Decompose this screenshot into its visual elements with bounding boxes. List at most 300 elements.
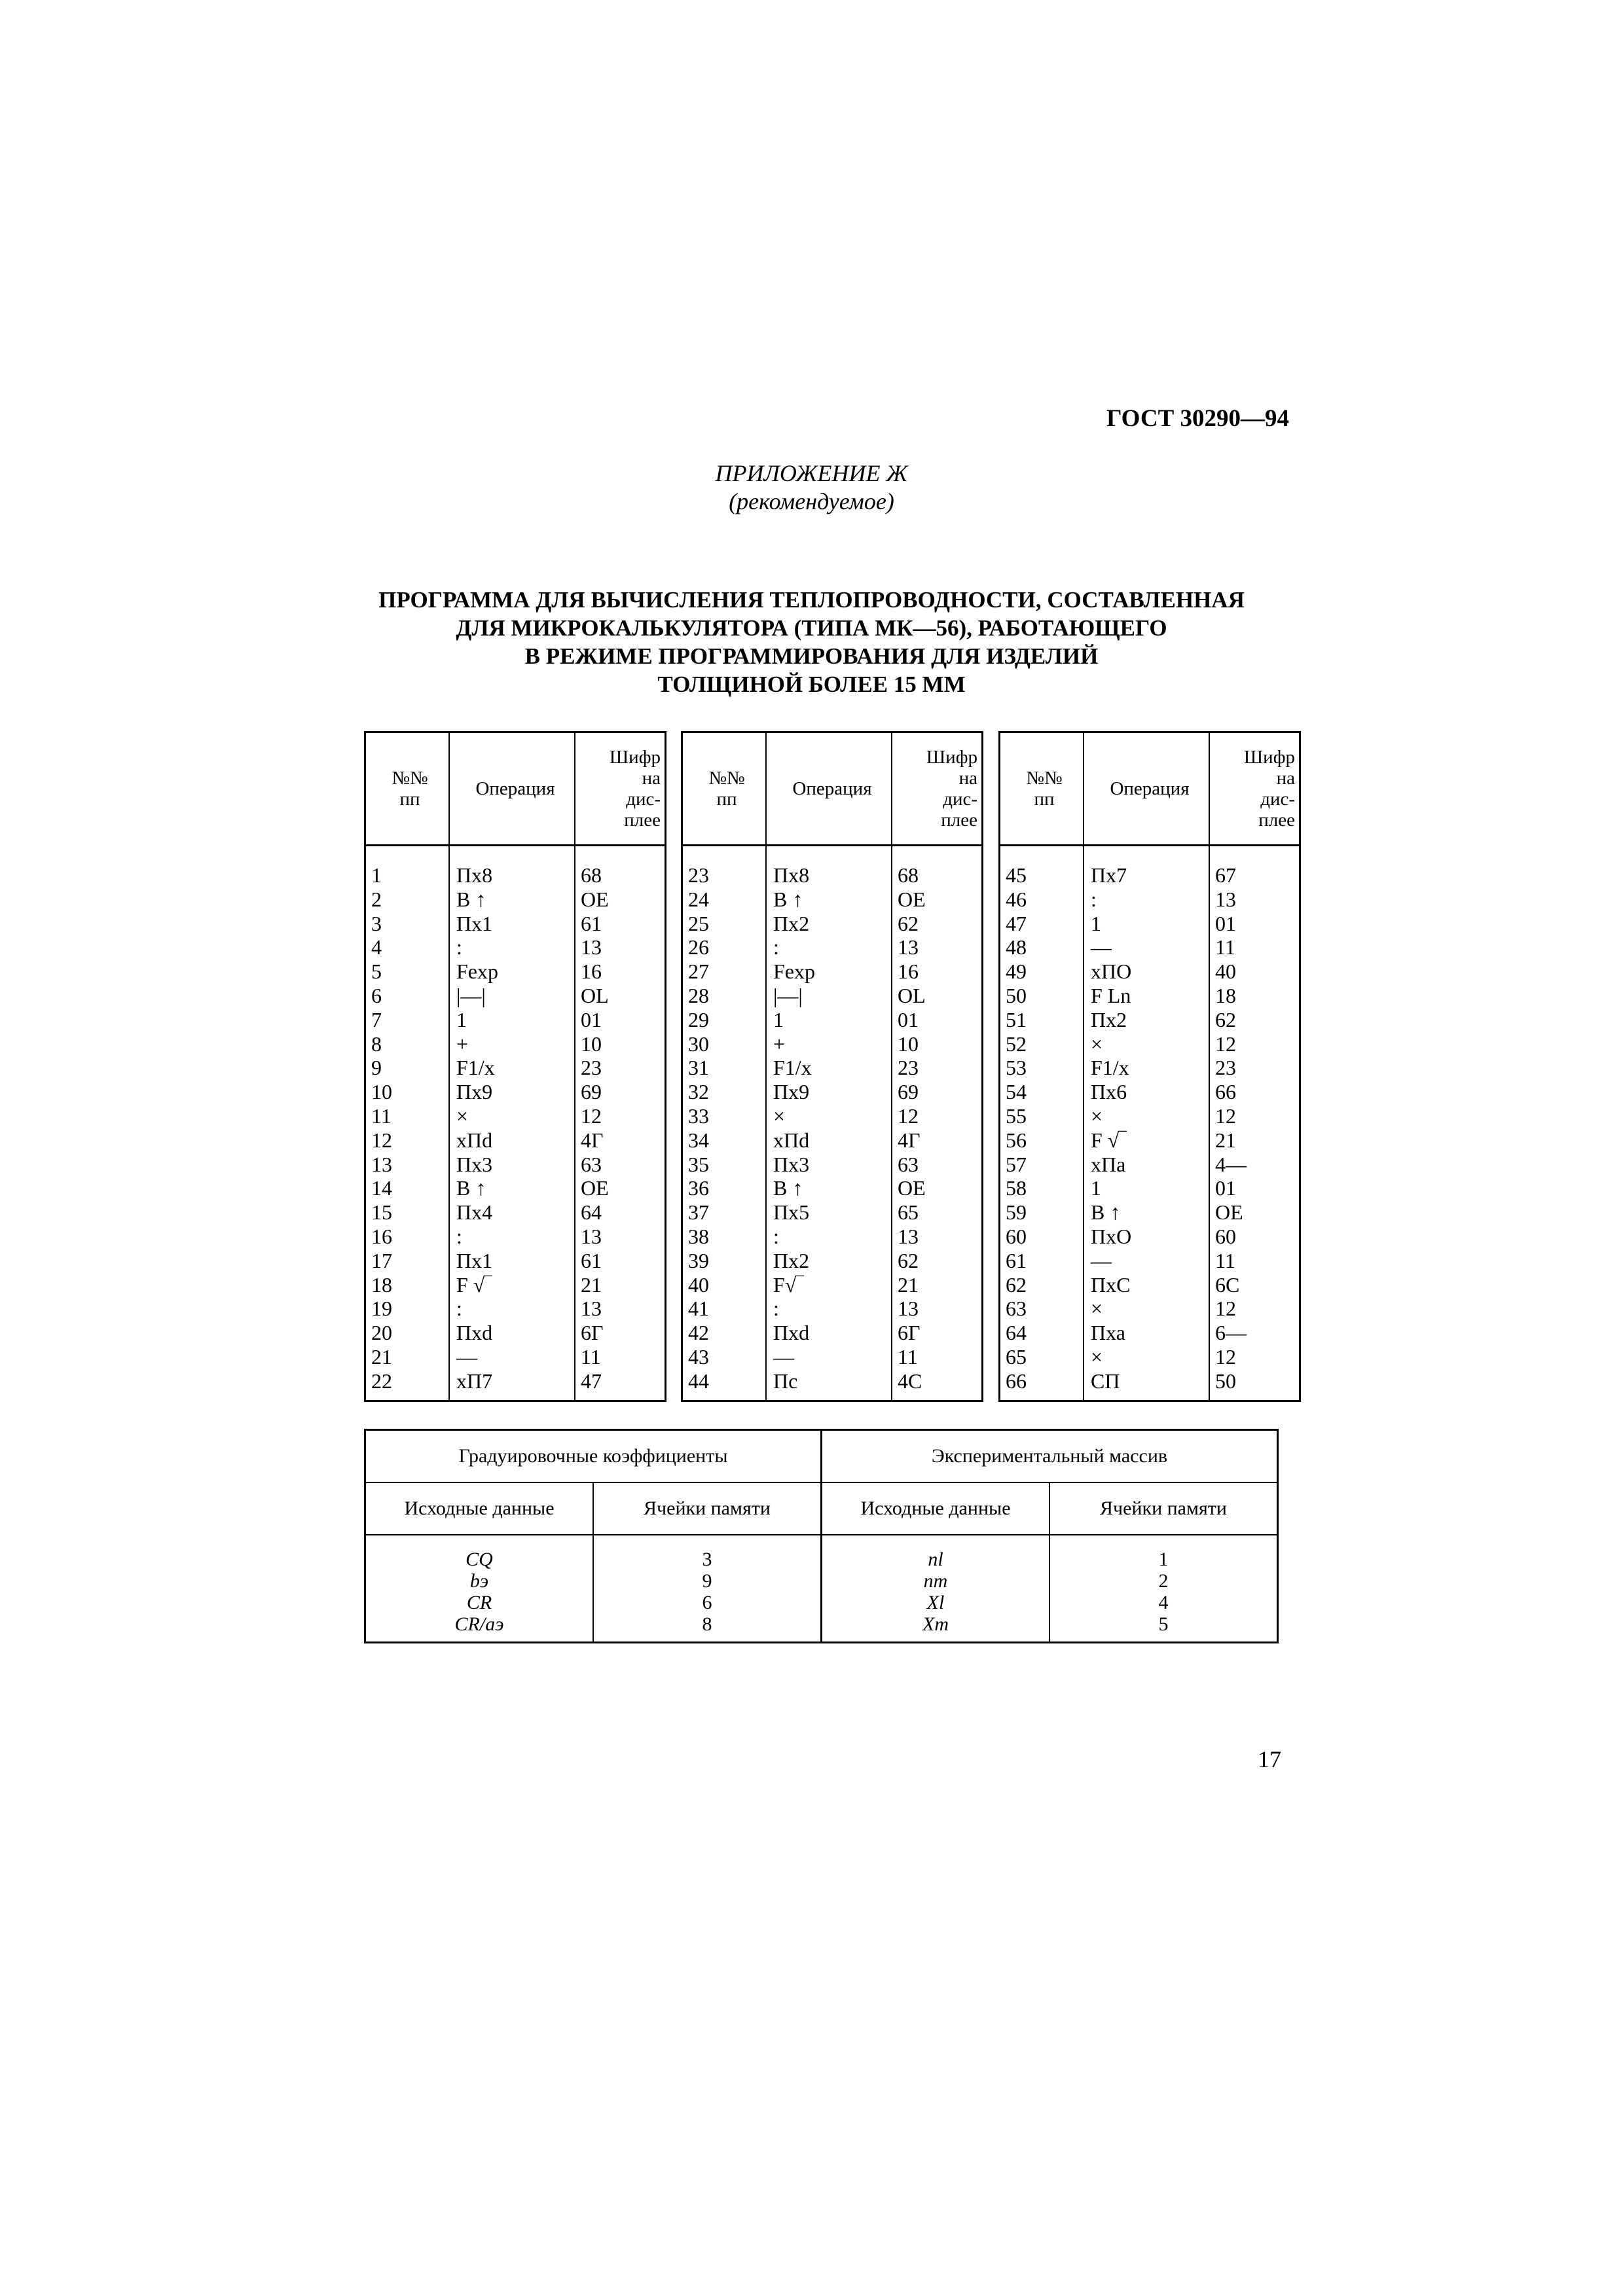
step-number: 50: [1000, 984, 1084, 1008]
display-code: 68: [898, 863, 919, 887]
appendix-subtitle: (рекомендуемое): [729, 488, 894, 514]
sub-header-memory-cells: Ячейки памяти: [593, 1482, 822, 1535]
operation: :: [449, 1297, 575, 1321]
step-number: 7: [365, 1008, 450, 1032]
table-row: [1000, 960, 1300, 984]
table-row: [1000, 1345, 1300, 1369]
table-row: [365, 1056, 666, 1080]
operation: Fexp: [449, 960, 575, 984]
step-number: 66: [1000, 1369, 1084, 1401]
table-row: [365, 888, 666, 912]
step-number: 31: [682, 1056, 767, 1080]
table-row: [1000, 1080, 1300, 1104]
step-number: 10: [365, 1080, 450, 1104]
group-header-experimental: Экспериментальный массив: [822, 1430, 1278, 1483]
operation: Пх8: [449, 846, 575, 888]
step-number: 26: [682, 935, 767, 960]
header-line: дис-: [1260, 789, 1295, 810]
table-row: [682, 984, 983, 1008]
table-row: [365, 1032, 666, 1056]
title-line: ДЛЯ МИКРОКАЛЬКУЛЯТОРА (ТИПА МК—56), РАБОТАЮЩЕГО: [456, 615, 1167, 641]
display-code: 13: [898, 935, 919, 960]
header-line: плее: [941, 810, 977, 831]
display-code: 23: [1215, 1056, 1236, 1080]
table-row: [682, 888, 983, 912]
operation: F √‾: [1084, 1128, 1209, 1153]
calibration-source: CR: [466, 1592, 492, 1613]
sub-header-source-data: Исходные данные: [365, 1482, 594, 1535]
display-code: 62: [898, 1248, 919, 1272]
column-header-number: [682, 732, 767, 846]
table-row: [365, 1225, 666, 1249]
header-line: плее: [1258, 810, 1295, 831]
operation: :: [449, 1225, 575, 1249]
operation: :: [766, 935, 892, 960]
display-code: 23: [581, 1056, 602, 1080]
table-row: [365, 846, 666, 888]
display-code: 4—: [1215, 1152, 1247, 1176]
display-code: 10: [898, 1031, 919, 1056]
operation: Пх4: [449, 1200, 575, 1225]
operation: Fexp: [766, 960, 892, 984]
experimental-source: nm: [822, 1570, 1050, 1592]
step-number: 49: [1000, 960, 1084, 984]
operation: хПО: [1084, 960, 1209, 984]
step-number: 63: [1000, 1297, 1084, 1321]
table-row: [1000, 1249, 1300, 1273]
step-number: 5: [365, 960, 450, 984]
step-number: 18: [365, 1273, 450, 1297]
step-number: 52: [1000, 1032, 1084, 1056]
operation: 1: [766, 1008, 892, 1032]
column-header-code: [575, 732, 666, 846]
step-number: 44: [682, 1369, 767, 1401]
display-code: ОЕ: [898, 887, 926, 911]
display-code: ОЕ: [581, 887, 609, 911]
program-table-3: [998, 731, 1301, 1402]
column-header-operation: Операция: [766, 732, 892, 846]
step-number: 20: [365, 1321, 450, 1345]
table-row: [365, 1200, 666, 1225]
display-code: 4Г: [898, 1128, 921, 1152]
table-row: [1000, 1321, 1300, 1345]
display-code: 23: [898, 1056, 919, 1080]
table-row: [1000, 912, 1300, 936]
display-code: 6Г: [898, 1321, 921, 1345]
display-code: ОЕ: [1215, 1200, 1243, 1225]
step-number: 11: [365, 1104, 450, 1128]
table-row: [365, 1104, 666, 1128]
header-line: на: [642, 768, 661, 789]
operation: Пхd: [449, 1321, 575, 1345]
table-row: [1000, 1128, 1300, 1153]
display-code: 11: [1215, 1248, 1235, 1272]
operation: хП7: [449, 1369, 575, 1401]
table-row: [365, 1613, 1278, 1643]
display-code: 11: [898, 1344, 918, 1369]
sub-header-memory-cells: Ячейки памяти: [1049, 1482, 1278, 1535]
display-code: 01: [1215, 1176, 1236, 1200]
table-row: [682, 1297, 983, 1321]
display-code: 10: [581, 1031, 602, 1056]
header-line: пп: [399, 789, 420, 810]
header-line: на: [1276, 768, 1295, 789]
display-code: 13: [581, 1224, 602, 1248]
table-row: [365, 1176, 666, 1200]
calibration-cell: 6: [593, 1592, 822, 1613]
document-code: ГОСТ 30290—94: [1106, 405, 1289, 432]
header-line: №№: [1026, 768, 1063, 789]
calibration-cell: 3: [593, 1535, 822, 1570]
table-row: [365, 1153, 666, 1177]
header-line: Шифр: [926, 747, 977, 768]
experimental-cell: 4: [1049, 1592, 1278, 1613]
step-number: 42: [682, 1321, 767, 1345]
operation: хПd: [449, 1128, 575, 1153]
table-row: [1000, 1008, 1300, 1032]
table-row: [682, 1128, 983, 1153]
step-number: 41: [682, 1297, 767, 1321]
display-code: 50: [1215, 1369, 1236, 1393]
display-code: OL: [898, 983, 926, 1007]
table-row: [682, 912, 983, 936]
calibration-cell: 9: [593, 1570, 822, 1592]
operation: Пс: [766, 1369, 892, 1401]
display-code: 21: [581, 1272, 602, 1297]
table-row: [365, 1321, 666, 1345]
document-title: [0, 586, 1623, 698]
table-row: [365, 960, 666, 984]
operation: F Ln: [1084, 984, 1209, 1008]
operation: F1/x: [766, 1056, 892, 1080]
step-number: 8: [365, 1032, 450, 1056]
header-line: Шифр: [609, 747, 661, 768]
table-row: [682, 1176, 983, 1200]
step-number: 15: [365, 1200, 450, 1225]
step-number: 12: [365, 1128, 450, 1153]
calibration-cell: 8: [593, 1613, 822, 1643]
sub-header-source-data: Исходные данные: [822, 1482, 1050, 1535]
column-header-code: [1209, 732, 1300, 846]
operation: 1: [1084, 912, 1209, 936]
step-number: 48: [1000, 935, 1084, 960]
group-header-calibration: Градуировочные коэффициенты: [365, 1430, 822, 1483]
step-number: 32: [682, 1080, 767, 1104]
step-number: 56: [1000, 1128, 1084, 1153]
step-number: 55: [1000, 1104, 1084, 1128]
display-code: 12: [1215, 1297, 1236, 1321]
display-code: 12: [581, 1103, 602, 1128]
header-line: пп: [1034, 789, 1055, 810]
step-number: 35: [682, 1153, 767, 1177]
column-header-operation: Операция: [449, 732, 575, 846]
step-number: 9: [365, 1056, 450, 1080]
display-code: 47: [581, 1369, 602, 1393]
title-line: ТОЛЩИНОЙ БОЛЕЕ 15 ММ: [657, 672, 966, 697]
operation: Пх2: [766, 912, 892, 936]
operation: :: [1084, 888, 1209, 912]
step-number: 43: [682, 1345, 767, 1369]
display-code: 16: [898, 960, 919, 984]
operation: ×: [1084, 1032, 1209, 1056]
operation: Пха: [1084, 1321, 1209, 1345]
table-row: [365, 1249, 666, 1273]
operation: В ↑: [1084, 1200, 1209, 1225]
step-number: 23: [682, 846, 767, 888]
step-number: 3: [365, 912, 450, 936]
step-number: 16: [365, 1225, 450, 1249]
step-number: 38: [682, 1225, 767, 1249]
header-line: дис-: [943, 789, 977, 810]
calibration-source: CR/aэ: [454, 1613, 504, 1635]
column-header-code: [892, 732, 983, 846]
display-code: 12: [898, 1103, 919, 1128]
operation: Пх7: [1084, 846, 1209, 888]
table-row: [682, 1056, 983, 1080]
operation: Пх9: [766, 1080, 892, 1104]
display-code: 66: [1215, 1080, 1236, 1104]
display-code: 16: [581, 960, 602, 984]
display-code: OL: [581, 983, 609, 1007]
display-code: 65: [898, 1200, 919, 1225]
operation: ×: [766, 1104, 892, 1128]
operation: Пх9: [449, 1080, 575, 1104]
step-number: 28: [682, 984, 767, 1008]
display-code: 4Г: [581, 1128, 604, 1152]
step-number: 47: [1000, 912, 1084, 936]
header-line: плее: [624, 810, 661, 831]
display-code: 68: [581, 863, 602, 887]
display-code: 40: [1215, 960, 1236, 984]
table-row: [682, 1321, 983, 1345]
display-code: 13: [1215, 887, 1236, 911]
coefficients-table: [364, 1429, 1279, 1643]
operation: ПхО: [1084, 1225, 1209, 1249]
operation: ×: [1084, 1345, 1209, 1369]
step-number: 4: [365, 935, 450, 960]
operation: Пх1: [449, 1249, 575, 1273]
experimental-source: nl: [822, 1535, 1050, 1570]
table-row: [1000, 984, 1300, 1008]
table-row: [682, 1369, 983, 1401]
display-code: 01: [1215, 911, 1236, 935]
table-row: [682, 1200, 983, 1225]
table-row: [1000, 888, 1300, 912]
operation: Пх3: [449, 1153, 575, 1177]
step-number: 27: [682, 960, 767, 984]
operation: —: [449, 1345, 575, 1369]
step-number: 24: [682, 888, 767, 912]
operation: :: [766, 1225, 892, 1249]
display-code: 01: [581, 1007, 602, 1031]
display-code: 13: [581, 1297, 602, 1321]
display-code: 12: [1215, 1103, 1236, 1128]
step-number: 53: [1000, 1056, 1084, 1080]
operation: СП: [1084, 1369, 1209, 1401]
operation: хПа: [1084, 1153, 1209, 1177]
display-code: 4С: [898, 1369, 922, 1393]
operation: —: [766, 1345, 892, 1369]
step-number: 22: [365, 1369, 450, 1401]
operation: F1/x: [449, 1056, 575, 1080]
page-number: 17: [1258, 1746, 1281, 1772]
step-number: 29: [682, 1008, 767, 1032]
display-code: 13: [898, 1297, 919, 1321]
header-line: дис-: [626, 789, 661, 810]
operation: |—|: [766, 984, 892, 1008]
step-number: 21: [365, 1345, 450, 1369]
table-row: [1000, 1369, 1300, 1401]
step-number: 65: [1000, 1345, 1084, 1369]
appendix-heading: [0, 459, 1623, 516]
operation: хПd: [766, 1128, 892, 1153]
step-number: 62: [1000, 1273, 1084, 1297]
program-table-2: [681, 731, 983, 1402]
calibration-source: bэ: [469, 1570, 489, 1592]
table-row: [682, 935, 983, 960]
display-code: 61: [581, 1248, 602, 1272]
operation: Пх6: [1084, 1080, 1209, 1104]
table-row: [682, 960, 983, 984]
step-number: 37: [682, 1200, 767, 1225]
operation: F √‾: [449, 1273, 575, 1297]
display-code: 12: [1215, 1031, 1236, 1056]
table-row: [682, 1032, 983, 1056]
display-code: 11: [581, 1344, 601, 1369]
appendix-title: ПРИЛОЖЕНИЕ Ж: [715, 460, 908, 486]
step-number: 1: [365, 846, 450, 888]
display-code: 69: [581, 1080, 602, 1104]
display-code: 6С: [1215, 1272, 1240, 1297]
table-row: [365, 1345, 666, 1369]
table-row: [1000, 1056, 1300, 1080]
step-number: 6: [365, 984, 450, 1008]
table-row: [1000, 1153, 1300, 1177]
title-line: В РЕЖИМЕ ПРОГРАММИРОВАНИЯ ДЛЯ ИЗДЕЛИЙ: [524, 643, 1099, 669]
operation: :: [449, 935, 575, 960]
table-row: [1000, 935, 1300, 960]
header-line: на: [958, 768, 977, 789]
step-number: 13: [365, 1153, 450, 1177]
step-number: 64: [1000, 1321, 1084, 1345]
table-row: [365, 1273, 666, 1297]
table-row: [682, 1104, 983, 1128]
step-number: 61: [1000, 1249, 1084, 1273]
step-number: 19: [365, 1297, 450, 1321]
operation: Пх8: [766, 846, 892, 888]
table-row: [1000, 1200, 1300, 1225]
column-header-number: [365, 732, 450, 846]
display-code: 62: [898, 911, 919, 935]
column-header-operation: Операция: [1084, 732, 1209, 846]
calibration-source: CQ: [465, 1549, 493, 1570]
display-code: 6Г: [581, 1321, 604, 1345]
step-number: 59: [1000, 1200, 1084, 1225]
operation: Пх2: [766, 1249, 892, 1273]
display-code: 13: [898, 1224, 919, 1248]
step-number: 54: [1000, 1080, 1084, 1104]
step-number: 33: [682, 1104, 767, 1128]
header-line: №№: [708, 768, 745, 789]
step-number: 39: [682, 1249, 767, 1273]
operation: F√‾: [766, 1273, 892, 1297]
operation: :: [766, 1297, 892, 1321]
table-row: [682, 1153, 983, 1177]
step-number: 14: [365, 1176, 450, 1200]
table-row: [682, 1345, 983, 1369]
operation: В ↑: [766, 1176, 892, 1200]
table-row: [682, 1273, 983, 1297]
table-row: [1000, 1273, 1300, 1297]
operation: Пх3: [766, 1153, 892, 1177]
table-row: [682, 1249, 983, 1273]
table-row: [365, 912, 666, 936]
display-code: 12: [1215, 1344, 1236, 1369]
operation: —: [1084, 1249, 1209, 1273]
display-code: ОЕ: [581, 1176, 609, 1200]
operation: Пх2: [1084, 1008, 1209, 1032]
table-row: [365, 1297, 666, 1321]
table-row: [682, 1008, 983, 1032]
step-number: 40: [682, 1273, 767, 1297]
display-code: 61: [581, 911, 602, 935]
display-code: 13: [581, 935, 602, 960]
table-row: [365, 1570, 1278, 1592]
table-row: [682, 1080, 983, 1104]
operation: F1/x: [1084, 1056, 1209, 1080]
step-number: 2: [365, 888, 450, 912]
operation: ×: [1084, 1297, 1209, 1321]
coefficients-body: [365, 1535, 1278, 1643]
step-number: 60: [1000, 1225, 1084, 1249]
display-code: 6—: [1215, 1321, 1247, 1345]
header-line: №№: [392, 768, 428, 789]
table-row: [365, 1128, 666, 1153]
step-number: 57: [1000, 1153, 1084, 1177]
step-number: 51: [1000, 1008, 1084, 1032]
operation: ×: [449, 1104, 575, 1128]
display-code: 11: [1215, 935, 1235, 960]
operation: |—|: [449, 984, 575, 1008]
table-row: [1000, 1225, 1300, 1249]
program-table-1: [364, 731, 666, 1402]
experimental-cell: 1: [1049, 1535, 1278, 1570]
operation: +: [449, 1032, 575, 1056]
experimental-cell: 5: [1049, 1613, 1278, 1643]
step-number: 36: [682, 1176, 767, 1200]
table-row: [682, 846, 983, 888]
display-code: 63: [581, 1152, 602, 1176]
operation: Пх1: [449, 912, 575, 936]
operation: ПхС: [1084, 1273, 1209, 1297]
display-code: 69: [898, 1080, 919, 1104]
step-number: 17: [365, 1249, 450, 1273]
display-code: 64: [581, 1200, 602, 1225]
operation: ×: [1084, 1104, 1209, 1128]
operation: В ↑: [449, 1176, 575, 1200]
table-row: [365, 1535, 1278, 1570]
table-row: [365, 1592, 1278, 1613]
operation: В ↑: [766, 888, 892, 912]
table-row: [1000, 846, 1300, 888]
display-code: 60: [1215, 1224, 1236, 1248]
step-number: 25: [682, 912, 767, 936]
step-number: 34: [682, 1128, 767, 1153]
table-row: [365, 935, 666, 960]
table-row: [682, 1225, 983, 1249]
column-header-number: [1000, 732, 1084, 846]
table-row: [1000, 1176, 1300, 1200]
